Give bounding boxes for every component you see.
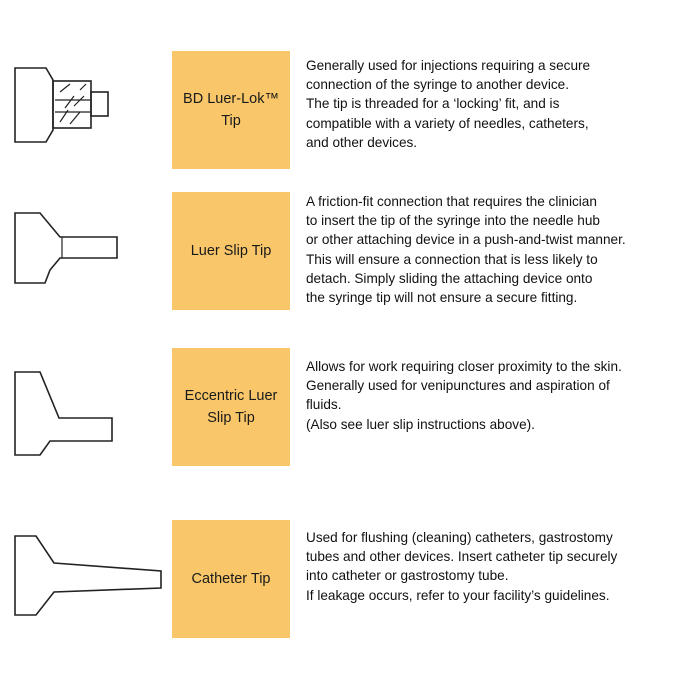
- description-line: If leakage occurs, refer to your facility’s guidelines.: [306, 587, 610, 603]
- description-line: detach. Simply sliding the attaching device onto: [306, 270, 593, 286]
- description-line: (Also see luer slip instructions above).: [306, 416, 535, 432]
- description-catheter: [306, 528, 696, 605]
- description-line: Generally used for injections requiring a secure: [306, 58, 591, 73]
- description-line: Generally used for venipunctures and aspiration of: [306, 378, 610, 394]
- label-line: BD Luer-Lok™: [183, 91, 279, 107]
- label-line: Slip Tip: [207, 410, 255, 426]
- description-line: into catheter or gastrostomy tube.: [306, 568, 509, 584]
- label-box-luer-slip: [172, 192, 290, 310]
- description-line: A friction-fit connection that requires the clinician: [306, 194, 597, 209]
- description-line: compatible with a variety of needles, catheters,: [306, 115, 589, 131]
- label-line: Luer Slip Tip: [190, 243, 272, 259]
- description-line: to insert the tip of the syringe into the needle hub: [306, 213, 600, 229]
- luer-lok-tip-icon: [15, 68, 108, 142]
- label-line: Tip: [221, 113, 241, 129]
- description-luer-lok: [306, 56, 696, 152]
- label-box-luer-lok: [172, 51, 290, 169]
- luer-slip-tip-icon: [15, 213, 117, 283]
- description-line: fluids.: [306, 397, 342, 413]
- description-eccentric-luer-slip: [306, 357, 696, 434]
- description-line: This will ensure a connection that is less likely to: [306, 251, 598, 267]
- description-luer-slip: [306, 192, 696, 307]
- label-line: Eccentric Luer: [184, 388, 278, 404]
- description-line: or other attaching device in a push-and-twist manner.: [306, 232, 626, 248]
- label-box-catheter: [172, 520, 290, 638]
- description-line: and other devices.: [306, 134, 418, 150]
- description-line: The tip is threaded for a ‘locking’ fit, and is: [306, 96, 560, 112]
- description-line: tubes and other devices. Insert catheter tip securely: [306, 549, 618, 565]
- label-box-eccentric-luer-slip: [172, 348, 290, 466]
- eccentric-luer-slip-tip-icon: [15, 372, 112, 455]
- description-line: Used for flushing (cleaning) catheters, gastrostomy: [306, 530, 613, 545]
- description-line: the syringe tip will not ensure a secure fitting.: [306, 290, 578, 306]
- description-line: connection of the syringe to another device.: [306, 77, 569, 93]
- description-line: Allows for work requiring closer proximity to the skin.: [306, 359, 622, 374]
- catheter-tip-icon: [15, 536, 161, 615]
- label-line: Catheter Tip: [191, 571, 271, 587]
